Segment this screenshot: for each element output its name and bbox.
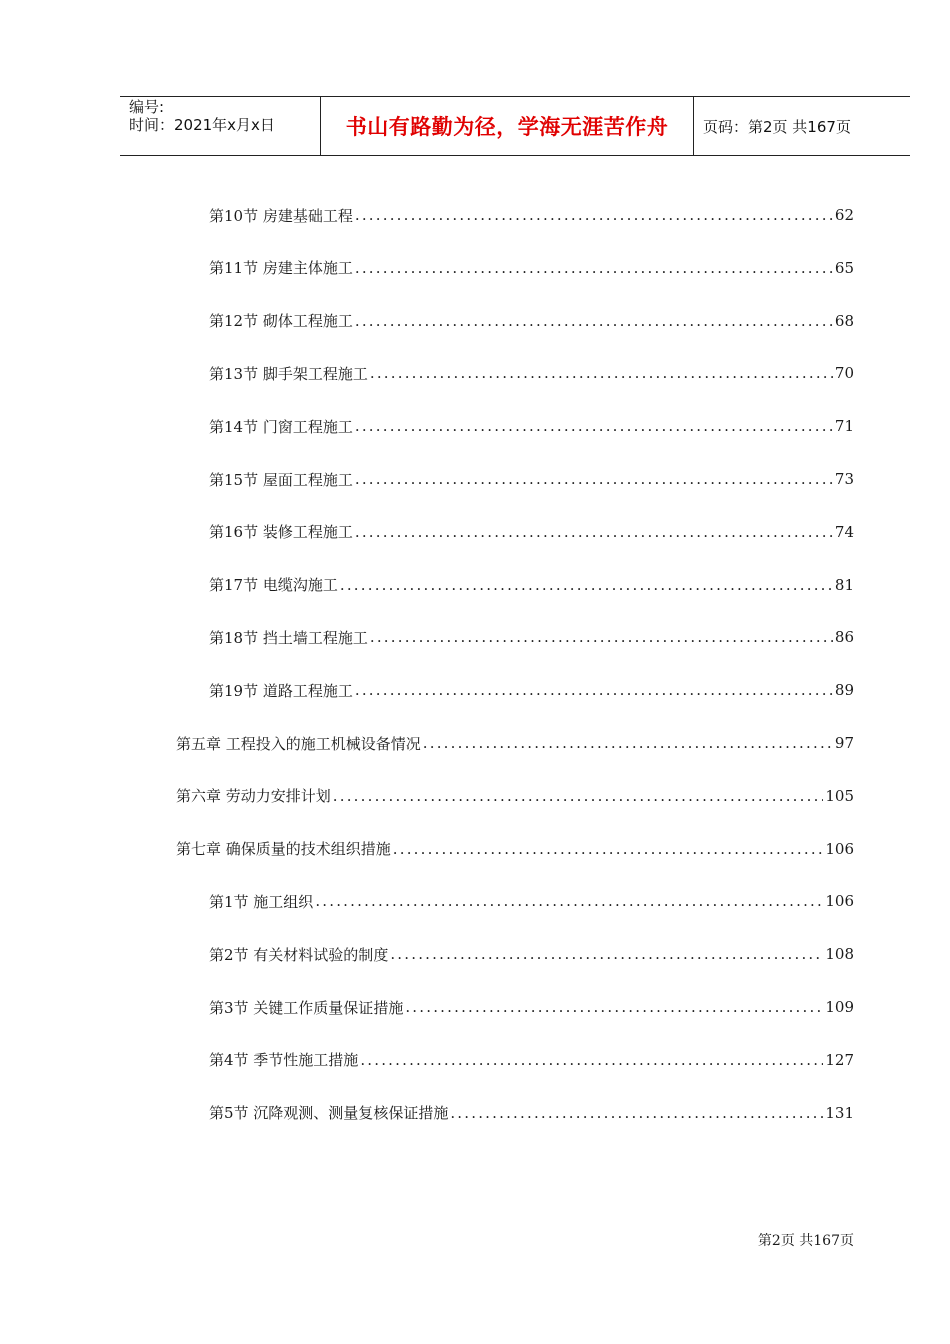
toc-entry-page-number: 74 xyxy=(834,522,854,541)
toc-leader-dots xyxy=(360,1051,823,1069)
toc-entry-page-number: 131 xyxy=(825,1103,854,1122)
toc-entry-page-number: 65 xyxy=(834,258,854,277)
toc-entry-label: 第12节 砌体工程施工 xyxy=(209,312,353,331)
toc-entry-page-number: 106 xyxy=(825,839,854,858)
toc-entry[interactable] xyxy=(209,943,854,965)
toc-entry-label: 第六章 劳动力安排计划 xyxy=(176,787,331,806)
toc-entry[interactable] xyxy=(209,574,854,596)
toc-leader-dots xyxy=(370,364,833,382)
toc-entry-label: 第3节 关键工作质量保证措施 xyxy=(209,998,404,1017)
page-footer: 第2页 共167页 xyxy=(757,1233,854,1249)
toc-entry[interactable] xyxy=(209,310,854,332)
toc-leader-dots xyxy=(333,787,824,805)
toc-entry[interactable] xyxy=(209,362,854,384)
toc-entry-page-number: 127 xyxy=(825,1050,854,1069)
toc-entry[interactable] xyxy=(209,890,854,912)
toc-entry-label: 第15节 屋面工程施工 xyxy=(209,470,353,489)
toc-entry[interactable] xyxy=(209,1049,854,1071)
toc-entry[interactable] xyxy=(209,679,854,701)
toc-entry-label: 第11节 房建主体施工 xyxy=(209,259,353,278)
toc-entry-page-number: 86 xyxy=(834,628,854,647)
toc-entry-page-number: 109 xyxy=(825,998,854,1016)
toc-leader-dots xyxy=(355,470,833,488)
toc-leader-dots xyxy=(355,206,833,224)
toc-leader-dots xyxy=(315,892,823,910)
toc-leader-dots xyxy=(355,312,833,330)
toc-entry-label: 第1节 施工组织 xyxy=(209,892,314,911)
toc-entry-label: 第七章 确保质量的技术组织措施 xyxy=(176,840,391,859)
toc-entry-label: 第19节 道路工程施工 xyxy=(209,681,353,700)
toc-entry[interactable] xyxy=(209,257,854,279)
toc-entry-page-number: 73 xyxy=(834,470,854,488)
toc-entry[interactable] xyxy=(209,204,854,226)
toc-entry-page-number: 105 xyxy=(825,786,854,805)
document-number-label: 编号: xyxy=(129,98,165,116)
toc-entry-page-number: 97 xyxy=(834,734,854,752)
toc-entry[interactable] xyxy=(209,415,854,437)
toc-entry-label: 第2节 有关材料试验的制度 xyxy=(209,945,389,964)
toc-leader-dots xyxy=(390,945,823,963)
toc-entry[interactable] xyxy=(209,521,854,543)
toc-entry-label: 第5节 沉降观测、测量复核保证措施 xyxy=(209,1104,449,1123)
toc-entry-label: 第17节 电缆沟施工 xyxy=(209,576,338,595)
toc-entry-label: 第14节 门窗工程施工 xyxy=(209,417,353,436)
toc-leader-dots xyxy=(370,628,833,646)
toc-entry-label: 第18节 挡土墙工程施工 xyxy=(209,628,368,647)
toc-entry-page-number: 70 xyxy=(834,364,854,383)
header-page-info: 页码：第2页 共167页 xyxy=(703,117,851,136)
toc-leader-dots xyxy=(405,998,823,1016)
toc-leader-dots xyxy=(355,681,833,699)
toc-leader-dots xyxy=(393,840,824,858)
toc-entry-page-number: 62 xyxy=(834,206,854,224)
toc-entry-label: 第13节 脚手架工程施工 xyxy=(209,364,368,383)
toc-entry-label: 第五章 工程投入的施工机械设备情况 xyxy=(176,734,421,753)
header-meta xyxy=(120,97,321,155)
toc-entry[interactable] xyxy=(209,626,854,648)
toc-entry-label: 第16节 装修工程施工 xyxy=(209,523,353,542)
toc-entry-page-number: 106 xyxy=(825,892,854,911)
toc-entry[interactable] xyxy=(176,785,854,807)
toc-entry-page-number: 71 xyxy=(834,417,854,436)
toc-leader-dots xyxy=(355,259,833,277)
toc-leader-dots xyxy=(450,1104,823,1122)
toc-leader-dots xyxy=(340,576,833,594)
document-time-label: 时间：2021年x月x日 xyxy=(129,116,275,134)
toc-leader-dots xyxy=(423,734,833,752)
page-header xyxy=(120,96,910,156)
toc-entry[interactable] xyxy=(209,996,854,1018)
toc-entry-page-number: 89 xyxy=(834,681,854,700)
toc-leader-dots xyxy=(355,417,833,435)
toc-entry-page-number: 81 xyxy=(834,575,854,594)
toc-entry-label: 第10节 房建基础工程 xyxy=(209,206,353,225)
toc-entry[interactable] xyxy=(176,838,854,860)
toc-entry[interactable] xyxy=(176,732,854,754)
toc-entry-label: 第4节 季节性施工措施 xyxy=(209,1051,359,1070)
toc-entry[interactable] xyxy=(209,1102,854,1124)
toc-entry-page-number: 68 xyxy=(834,311,854,330)
toc-entry[interactable] xyxy=(209,468,854,490)
toc-leader-dots xyxy=(355,523,833,541)
header-motto: 书山有路勤为径，学海无涯苦作舟 xyxy=(321,97,694,155)
toc-entry-page-number: 108 xyxy=(825,945,854,964)
